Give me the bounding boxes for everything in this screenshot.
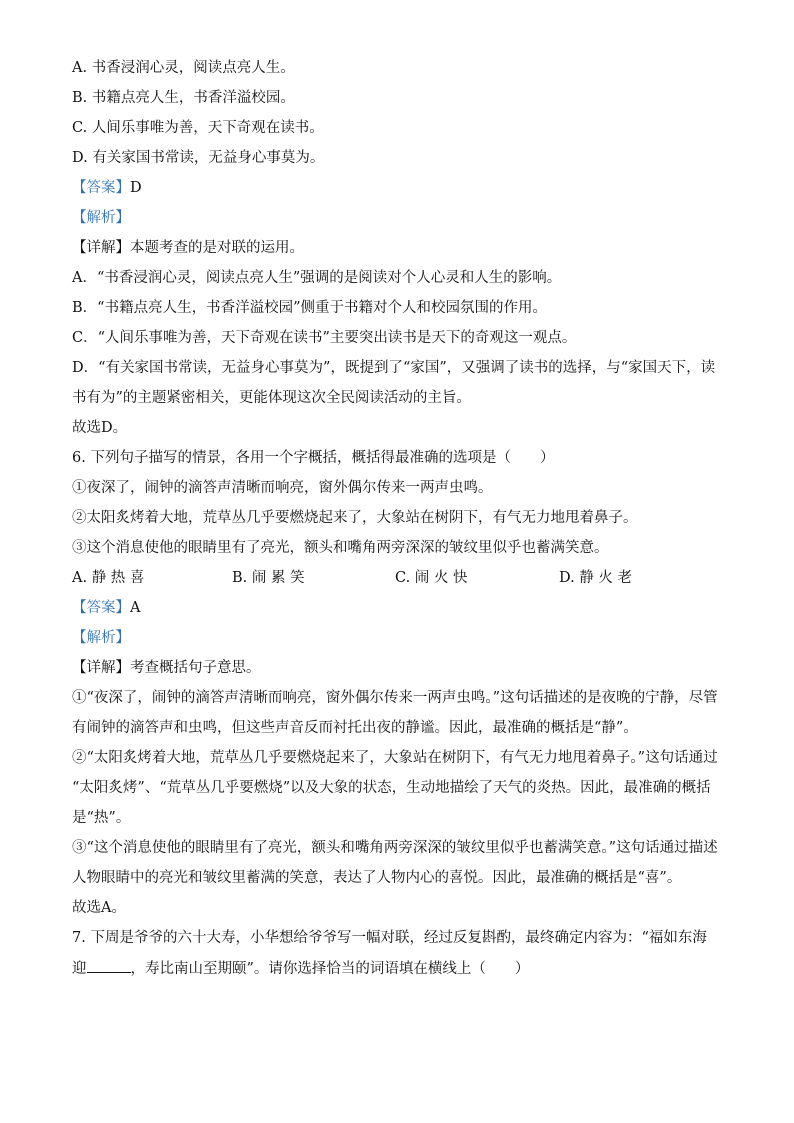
q6-explain-2: ②“太阳炙烤着大地，荒草丛几乎要燃烧起来了，大象站在树阴下，有气无力地甩着鼻子。”这句话通过 (72, 750, 718, 766)
q6-option-a: A. 静 热 喜 (72, 570, 145, 586)
q6-analysis (72, 628, 727, 648)
detail-tag: 【详解】 (72, 240, 130, 256)
q6-option-c: C. 闹 火 快 (395, 570, 468, 586)
q6-options (72, 568, 727, 588)
answer-tag: 【答案】 (72, 180, 130, 196)
q6-sentence-2: ②太阳炙烤着大地，荒草丛几乎要燃烧起来了，大象站在树阴下，有气无力地甩着鼻子。 (72, 510, 638, 526)
q6-conclusion: 故选A。 (72, 900, 126, 916)
q6-sentence-3: ③这个消息使他的眼睛里有了亮光，额头和嘴角两旁深深的皱纹里似乎也蓄满笑意。 (72, 540, 609, 556)
q7-stem-before-blank: 迎 (72, 961, 87, 977)
q7-stem-line-1: 7. 下周是爷爷的六十大寿，小华想给爷爷写一幅对联，经过反复斟酌，最终确定内容为：“福如东海 (72, 930, 707, 946)
q5-option-b: B. 书籍点亮人生，书香洋溢校园。 (72, 90, 295, 106)
q6-explain-1-cont: 有闹钟的滴答声和虫鸣，但这些声音反而衬托出夜的静谧。因此，最准确的概括是“静”。 (72, 720, 638, 736)
q6-sentence-1: ①夜深了，闹钟的滴答声清晰而响亮，窗外偶尔传来一两声虫鸣。 (72, 480, 493, 496)
q5-option-d: D. 有关家国书常读，无益身心事莫为。 (72, 150, 325, 166)
answer-value: D (130, 180, 142, 196)
q5-explain-b: B．“书籍点亮人生，书香洋溢校园”侧重于书籍对个人和校园氛围的作用。 (72, 300, 547, 316)
detail-text: 考查概括句子意思。 (130, 660, 261, 676)
q5-explain-c: C．“人间乐事唯为善，天下奇观在读书”主要突出读书是天下的奇观这一观点。 (72, 330, 577, 346)
fill-in-blank (87, 958, 131, 973)
q7-stem-after-blank: ，寿比南山至期颐”。请你选择恰当的词语填在横线上（ ） (130, 961, 530, 977)
q6-explain-2-end: 是“热”。 (72, 810, 131, 826)
q5-analysis (72, 208, 727, 228)
q6-explain-3-cont: 人物眼睛中的亮光和皱纹里蓄满的笑意，表达了人物内心的喜悦。因此，最准确的概括是“喜”。 (72, 870, 682, 886)
analysis-tag: 【解析】 (72, 630, 130, 646)
q6-explain-1: ①“夜深了，闹钟的滴答声清晰而响亮，窗外偶尔传来一两声虫鸣。”这句话描述的是夜晚的宁静，尽管 (72, 690, 718, 706)
q7-stem-line-2 (72, 958, 727, 978)
detail-text: 本题考查的是对联的运用。 (130, 240, 304, 256)
q5-conclusion: 故选D。 (72, 420, 128, 436)
q5-answer (72, 178, 727, 198)
q6-detail (72, 658, 727, 678)
q5-explain-d-cont: 书有为”的主题紧密相关，更能体现这次全民阅读活动的主旨。 (72, 390, 471, 406)
answer-value: A (130, 600, 141, 616)
q5-option-a: A. 书香浸润心灵，阅读点亮人生。 (72, 60, 295, 76)
q6-stem: 6. 下列句子描写的情景，各用一个字概括，概括得最准确的选项是（ ） (72, 450, 555, 466)
q5-option-c: C. 人间乐事唯为善，天下奇观在读书。 (72, 120, 324, 136)
q5-explain-a: A．“书香浸润心灵，阅读点亮人生”强调的是阅读对个人心灵和人生的影响。 (72, 270, 562, 286)
q6-explain-2-cont: “太阳炙烤”、“荒草丛几乎要燃烧”以及大象的状态，生动地描绘了天气的炎热。因此，最准确的概括 (72, 780, 711, 796)
detail-tag: 【详解】 (72, 660, 130, 676)
answer-tag: 【答案】 (72, 600, 130, 616)
q5-detail (72, 238, 727, 258)
q6-option-b: B. 闹 累 笑 (232, 570, 305, 586)
q6-answer (72, 598, 727, 618)
analysis-tag: 【解析】 (72, 210, 130, 226)
document-page (72, 58, 727, 988)
q5-explain-d: D．“有关家国书常读，无益身心事莫为”，既提到了“家国”，又强调了读书的选择，与“家国天下，读 (72, 360, 716, 376)
q6-explain-3: ③“这个消息使他的眼睛里有了亮光，额头和嘴角两旁深深的皱纹里似乎也蓄满笑意。”这句话通过描述 (72, 840, 718, 856)
q6-option-d: D. 静 火 老 (559, 570, 633, 586)
